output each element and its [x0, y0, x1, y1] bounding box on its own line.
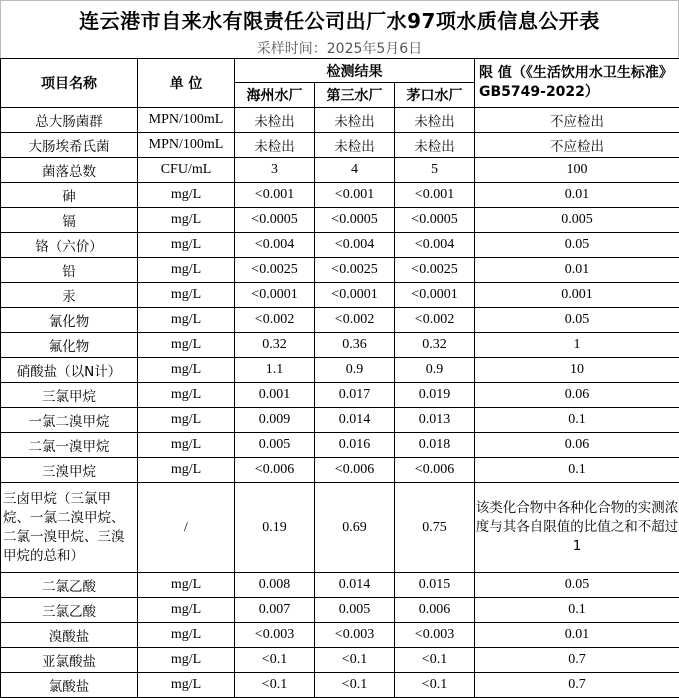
- haizhou-value-cell: 未检出: [235, 108, 315, 133]
- table-header: [1, 59, 679, 108]
- unit-cell: /: [138, 483, 235, 573]
- maokou-value-cell: 5: [395, 158, 475, 183]
- limit-value-cell: 1: [475, 333, 679, 358]
- header-limit: 限 值（《生活饮用水卫生标准》GB5749-2022）: [475, 59, 679, 108]
- limit-value-cell: 10: [475, 358, 679, 383]
- unit-cell: mg/L: [138, 333, 235, 358]
- unit-cell: mg/L: [138, 358, 235, 383]
- maokou-value-cell: <0.1: [395, 648, 475, 673]
- haizhou-value-cell: 0.008: [235, 573, 315, 598]
- maokou-value-cell: 0.9: [395, 358, 475, 383]
- item-name-cell: 氯酸盐: [1, 673, 138, 698]
- third-plant-value-cell: <0.0005: [315, 208, 395, 233]
- table-row: [1, 358, 679, 383]
- table-row: [1, 333, 679, 358]
- header-row-top: [1, 59, 679, 83]
- limit-value-cell: 0.01: [475, 183, 679, 208]
- item-name-cell: 菌落总数: [1, 158, 138, 183]
- table-row: [1, 483, 679, 573]
- limit-value-cell: 0.05: [475, 308, 679, 333]
- limit-value-cell: 0.06: [475, 383, 679, 408]
- haizhou-value-cell: 0.32: [235, 333, 315, 358]
- maokou-value-cell: <0.0001: [395, 283, 475, 308]
- haizhou-value-cell: 未检出: [235, 133, 315, 158]
- third-plant-value-cell: 0.69: [315, 483, 395, 573]
- limit-value-cell: 0.7: [475, 673, 679, 698]
- item-name-cell: 总大肠菌群: [1, 108, 138, 133]
- unit-cell: mg/L: [138, 258, 235, 283]
- item-name-cell: 二氯一溴甲烷: [1, 433, 138, 458]
- haizhou-value-cell: 0.007: [235, 598, 315, 623]
- header-plant-haizhou: 海州水厂: [235, 83, 315, 108]
- table-row: [1, 133, 679, 158]
- third-plant-value-cell: 0.016: [315, 433, 395, 458]
- haizhou-value-cell: <0.0001: [235, 283, 315, 308]
- item-name-cell: 大肠埃希氏菌: [1, 133, 138, 158]
- limit-value-cell: 0.1: [475, 598, 679, 623]
- haizhou-value-cell: <0.0005: [235, 208, 315, 233]
- maokou-value-cell: 0.013: [395, 408, 475, 433]
- table-row: [1, 183, 679, 208]
- haizhou-value-cell: 3: [235, 158, 315, 183]
- unit-cell: mg/L: [138, 458, 235, 483]
- third-plant-value-cell: <0.1: [315, 673, 395, 698]
- haizhou-value-cell: 0.19: [235, 483, 315, 573]
- item-name-cell: 汞: [1, 283, 138, 308]
- table-row: [1, 158, 679, 183]
- unit-cell: mg/L: [138, 308, 235, 333]
- table-row: [1, 458, 679, 483]
- maokou-value-cell: 0.32: [395, 333, 475, 358]
- item-name-cell: 三氯乙酸: [1, 598, 138, 623]
- table-body: [1, 108, 679, 698]
- maokou-value-cell: <0.003: [395, 623, 475, 648]
- unit-cell: mg/L: [138, 648, 235, 673]
- item-name-cell: 二氯乙酸: [1, 573, 138, 598]
- maokou-value-cell: <0.006: [395, 458, 475, 483]
- third-plant-value-cell: <0.0025: [315, 258, 395, 283]
- header-plant-maokou: 茅口水厂: [395, 83, 475, 108]
- maokou-value-cell: 0.006: [395, 598, 475, 623]
- unit-cell: MPN/100mL: [138, 108, 235, 133]
- haizhou-value-cell: <0.1: [235, 673, 315, 698]
- third-plant-value-cell: 0.014: [315, 408, 395, 433]
- maokou-value-cell: 0.018: [395, 433, 475, 458]
- maokou-value-cell: 0.019: [395, 383, 475, 408]
- item-name-cell: 溴酸盐: [1, 623, 138, 648]
- unit-cell: mg/L: [138, 233, 235, 258]
- item-name-cell: 氰化物: [1, 308, 138, 333]
- table-row: [1, 598, 679, 623]
- third-plant-value-cell: 4: [315, 158, 395, 183]
- maokou-value-cell: <0.004: [395, 233, 475, 258]
- unit-cell: mg/L: [138, 408, 235, 433]
- third-plant-value-cell: <0.0001: [315, 283, 395, 308]
- table-row: [1, 308, 679, 333]
- item-name-cell: 镉: [1, 208, 138, 233]
- item-name-cell: 氟化物: [1, 333, 138, 358]
- third-plant-value-cell: 未检出: [315, 133, 395, 158]
- limit-value-cell: 该类化合物中各种化合物的实测浓度与其各自限值的比值之和不超过1: [475, 483, 679, 573]
- header-plant-third: 第三水厂: [315, 83, 395, 108]
- third-plant-value-cell: 0.36: [315, 333, 395, 358]
- table-row: [1, 433, 679, 458]
- limit-value-cell: 0.1: [475, 408, 679, 433]
- table-row: [1, 383, 679, 408]
- third-plant-value-cell: 0.017: [315, 383, 395, 408]
- third-plant-value-cell: 0.014: [315, 573, 395, 598]
- third-plant-value-cell: <0.001: [315, 183, 395, 208]
- item-name-cell: 三卤甲烷（三氯甲烷、一氯二溴甲烷、二氯一溴甲烷、三溴甲烷的总和）: [1, 483, 138, 573]
- haizhou-value-cell: <0.006: [235, 458, 315, 483]
- haizhou-value-cell: <0.002: [235, 308, 315, 333]
- third-plant-value-cell: 未检出: [315, 108, 395, 133]
- maokou-value-cell: <0.0005: [395, 208, 475, 233]
- item-name-cell: 亚氯酸盐: [1, 648, 138, 673]
- item-name-cell: 铬（六价）: [1, 233, 138, 258]
- header-unit: 单 位: [138, 59, 235, 108]
- unit-cell: mg/L: [138, 673, 235, 698]
- table-row: [1, 208, 679, 233]
- limit-value-cell: 0.001: [475, 283, 679, 308]
- maokou-value-cell: <0.002: [395, 308, 475, 333]
- title-bar: [0, 0, 679, 37]
- table-row: [1, 573, 679, 598]
- haizhou-value-cell: <0.003: [235, 623, 315, 648]
- limit-value-cell: 0.01: [475, 623, 679, 648]
- maokou-value-cell: 未检出: [395, 133, 475, 158]
- third-plant-value-cell: 0.9: [315, 358, 395, 383]
- table-row: [1, 233, 679, 258]
- maokou-value-cell: 0.75: [395, 483, 475, 573]
- page-title: 连云港市自来水有限责任公司出厂水97项水质信息公开表: [79, 5, 600, 34]
- limit-value-cell: 不应检出: [475, 133, 679, 158]
- unit-cell: mg/L: [138, 433, 235, 458]
- table-row: [1, 623, 679, 648]
- item-name-cell: 三氯甲烷: [1, 383, 138, 408]
- limit-value-cell: 0.005: [475, 208, 679, 233]
- maokou-value-cell: 0.015: [395, 573, 475, 598]
- haizhou-value-cell: 0.005: [235, 433, 315, 458]
- header-item-name: 项目名称: [1, 59, 138, 108]
- haizhou-value-cell: <0.004: [235, 233, 315, 258]
- item-name-cell: 铅: [1, 258, 138, 283]
- item-name-cell: 砷: [1, 183, 138, 208]
- table-row: [1, 108, 679, 133]
- table-row: [1, 408, 679, 433]
- maokou-value-cell: <0.001: [395, 183, 475, 208]
- third-plant-value-cell: 0.005: [315, 598, 395, 623]
- table-row: [1, 283, 679, 308]
- maokou-value-cell: <0.0025: [395, 258, 475, 283]
- unit-cell: mg/L: [138, 598, 235, 623]
- limit-value-cell: 0.01: [475, 258, 679, 283]
- unit-cell: MPN/100mL: [138, 133, 235, 158]
- maokou-value-cell: 未检出: [395, 108, 475, 133]
- limit-value-cell: 不应检出: [475, 108, 679, 133]
- haizhou-value-cell: 1.1: [235, 358, 315, 383]
- item-name-cell: 一氯二溴甲烷: [1, 408, 138, 433]
- table-row: [1, 258, 679, 283]
- unit-cell: mg/L: [138, 573, 235, 598]
- unit-cell: mg/L: [138, 623, 235, 648]
- third-plant-value-cell: <0.1: [315, 648, 395, 673]
- unit-cell: mg/L: [138, 283, 235, 308]
- unit-cell: mg/L: [138, 383, 235, 408]
- limit-value-cell: 100: [475, 158, 679, 183]
- maokou-value-cell: <0.1: [395, 673, 475, 698]
- item-name-cell: 硝酸盐（以N计）: [1, 358, 138, 383]
- third-plant-value-cell: <0.004: [315, 233, 395, 258]
- third-plant-value-cell: <0.006: [315, 458, 395, 483]
- table-row: [1, 673, 679, 698]
- item-name-cell: 三溴甲烷: [1, 458, 138, 483]
- limit-value-cell: 0.05: [475, 233, 679, 258]
- haizhou-value-cell: 0.009: [235, 408, 315, 433]
- sampling-time: 采样时间：2025年5月6日: [257, 38, 422, 58]
- unit-cell: CFU/mL: [138, 158, 235, 183]
- limit-value-cell: 0.05: [475, 573, 679, 598]
- header-results: 检测结果: [235, 59, 475, 83]
- unit-cell: mg/L: [138, 208, 235, 233]
- haizhou-value-cell: <0.1: [235, 648, 315, 673]
- limit-value-cell: 0.06: [475, 433, 679, 458]
- limit-value-cell: 0.7: [475, 648, 679, 673]
- third-plant-value-cell: <0.002: [315, 308, 395, 333]
- unit-cell: mg/L: [138, 183, 235, 208]
- haizhou-value-cell: 0.001: [235, 383, 315, 408]
- limit-value-cell: 0.1: [475, 458, 679, 483]
- table-row: [1, 648, 679, 673]
- third-plant-value-cell: <0.003: [315, 623, 395, 648]
- haizhou-value-cell: <0.0025: [235, 258, 315, 283]
- date-bar: [0, 37, 679, 58]
- haizhou-value-cell: <0.001: [235, 183, 315, 208]
- water-quality-table: [0, 58, 679, 698]
